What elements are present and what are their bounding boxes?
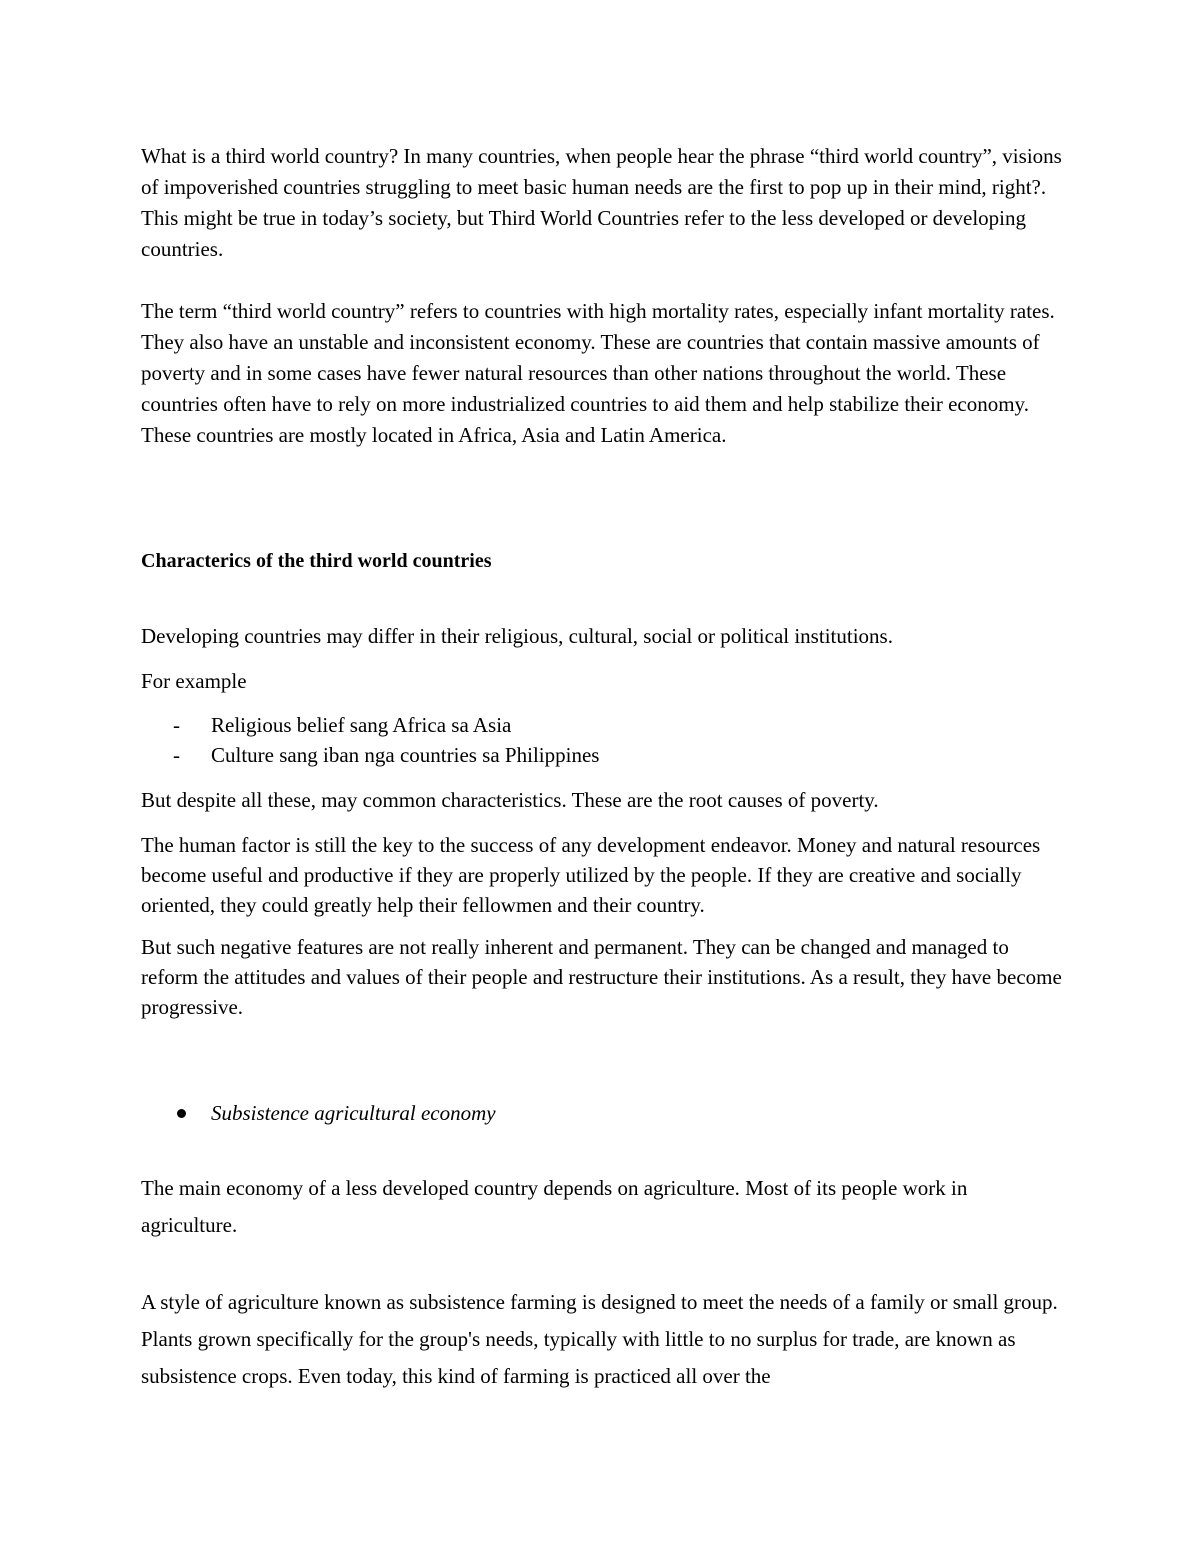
subsection-paragraph-2: A style of agriculture known as subsistence farming is designed to meet the needs of a family or small group. Plants grown specifically for the group's needs, typically with little to no surplus for trade, are known as subsistence crops. Even today, this kind of farming is practiced all over the: [141, 1290, 1058, 1388]
list-item-text: Religious belief sang Africa sa Asia: [211, 713, 512, 737]
list-dash: -: [173, 743, 180, 767]
intro-paragraph-1: What is a third world country? In many countries, when people hear the phrase “third world country”, visions of impoverished countries struggling to meet basic human needs are the first to pop up in their mind, right?. This might be true in today’s society, but Third World Countries refer to the less developed or developing countries.: [141, 144, 1062, 261]
section-heading: Characterics of the third world countries: [141, 550, 492, 572]
section-paragraph-4: The human factor is still the key to the success of any development endeavor. Money and natural resources become useful and productive if they are properly utilized by the people. If they are creative and socially oriented, they could greatly help their fellowmen and their country.: [141, 833, 1041, 917]
section-paragraph-1: Developing countries may differ in their religious, cultural, social or political institutions.: [141, 624, 893, 648]
bullet-dot-icon: [177, 1109, 186, 1118]
list-item-text: Culture sang iban nga countries sa Philippines: [211, 743, 600, 767]
example-list: [141, 710, 1066, 770]
subsection-paragraph-1: The main economy of a less developed country depends on agriculture. Most of its people work in agriculture.: [141, 1176, 968, 1237]
section-paragraph-3: But despite all these, may common characteristics. These are the root causes of poverty.: [141, 788, 879, 812]
intro-paragraph-2: The term “third world country” refers to countries with high mortality rates, especially infant mortality rates. They also have an unstable and inconsistent economy. These are countries that contain massive amounts of poverty and in some cases have fewer natural resources than other nations throughout the world. These countries often have to rely on more industrialized countries to aid them and help stabilize their economy. These countries are mostly located in Africa, Asia and Latin America.: [141, 299, 1055, 447]
list-dash: -: [173, 713, 180, 737]
list-item: [141, 740, 1066, 770]
bullet-item-text: Subsistence agricultural economy: [211, 1101, 496, 1125]
section-paragraph-2: For example: [141, 669, 247, 693]
list-item: [141, 710, 1066, 740]
bullet-item: [141, 1098, 1136, 1128]
section-paragraph-5: But such negative features are not really inherent and permanent. They can be changed and managed to reform the attitudes and values of their people and restructure their institutions. As a result, they have become progressive.: [141, 935, 1062, 1019]
